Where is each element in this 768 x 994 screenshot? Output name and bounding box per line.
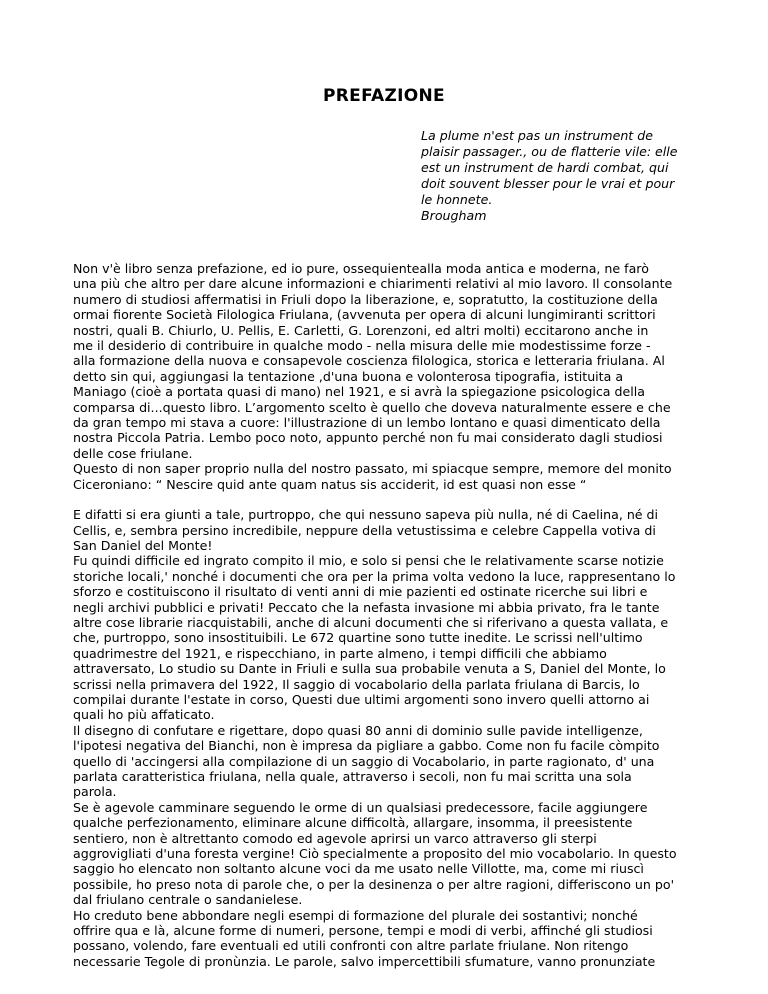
text-line: delle cose friulane. [73, 445, 193, 461]
text-line: E difatti si era giunti a tale, purtroppo, che qui nessuno sapeva più nulla, né di Caelina, né di [73, 507, 659, 523]
epigraph [421, 128, 711, 224]
text-line: nostra Piccola Patria. Lembo poco noto, appunto perché non fu mai considerato dagli studiosi [73, 430, 663, 446]
text-line: sforzo e costituiscono il risultato di venti anni di mie pazienti ed ostinate ricerche sui libri e [73, 584, 648, 600]
epigraph-line: est un instrument de hardi combat, qui [421, 160, 669, 175]
text-line: che, purtroppo, sono insostituibili. Le 672 quartine sono tutte inedite. Le scrissi nell'ultimo [73, 630, 643, 646]
text-line: saggio ho elencato non soltanto alcune voci da me usato nelle Villotte, ma, come mi riuscì [73, 861, 644, 877]
page-title: PREFAZIONE [323, 86, 445, 106]
epigraph-line: La plume n'est pas un instrument de [421, 128, 653, 143]
text-line: Se è agevole camminare seguendo le orme di un qualsiasi predecessore, facile aggiungere [73, 799, 648, 815]
text-line: Cellis, e, sembra persino incredibile, neppure della vetustissima e celebre Cappella votiva di [73, 522, 656, 538]
text-line: parola. [73, 784, 117, 800]
text-line: Ciceroniano: “ Nescire quid ante quam natus sis acciderit, id est quasi non esse “ [73, 476, 587, 492]
text-line: Ho creduto bene abbondare negli esempi di formazione del plurale dei sostantivi; nonché [73, 907, 638, 923]
text-line: scrissi nella primavera del 1922, Il saggio di vocabolario della parlata friulana di Barcis, lo [73, 676, 640, 692]
text-line: offrire qua e là, alcune forme di numeri, persone, tempi e modi di verbi, affinché gli studiosi [73, 923, 653, 939]
text-line: Il disegno di confutare e rigettare, dopo quasi 80 anni di dominio sulle pavide intelligenze, [73, 722, 643, 738]
text-line: necessarie Tegole di pronùnzia. Le parole, salvo impercettibili sfumature, vanno pronunziate [73, 953, 656, 969]
text-line: nostri, quali B. Chiurlo, U. Pellis, E. Carletti, G. Lorenzoni, ed altri molti) eccitarono anche in [73, 322, 649, 338]
text-line: quali ho più affaticato. [73, 707, 215, 723]
text-line: compilai durante l'estate in corso, Questi due ultimi argomenti sono invero quelli attorno ai [73, 691, 650, 707]
text-line: attraversato, Lo studio su Dante in Friuli e sulla sua probabile venuta a S, Daniel del Monte, lo [73, 661, 666, 677]
text-line: Maniago (cioè a portata quasi di mano) nel 1921, e si avrà la spiegazione psicologica della [73, 384, 645, 400]
text-line: quadrimestre del 1921, e rispecchiano, in parte almeno, i tempi difficili che abbiamo [73, 645, 607, 661]
text-line: Fu quindi difficile ed ingrato compito il mio, e solo si pensi che le relativamente scarse notizie [73, 553, 664, 569]
text-line: me il desiderio di contribuire in qualche modo - nella misura delle mie modestissime forze - [73, 338, 651, 354]
text-line: da gran tempo mi stava a cuore: l'illustrazione di un lembo lontano e quasi dimenticato della [73, 415, 661, 431]
text-line: una più che altro per dare alcune informazioni e chiarimenti relativi al mio lavoro. Il consolante [73, 276, 673, 292]
text-line: sentiero, non è altrettanto comodo ed agevole aprirsi un varco attraverso gli sterpi [73, 830, 597, 846]
epigraph-author: Brougham [421, 208, 487, 223]
text-line: negli archivi pubblici e privati! Peccato che la nefasta invasione mi abbia privato, fra le tante [73, 599, 660, 615]
text-line: possibile, ho preso nota di parole che, o per la desinenza o per altre ragioni, differiscono un po' [73, 876, 675, 892]
text-line: San Daniel del Monte! [73, 537, 213, 553]
text-line: comparsa di...questo libro. L’argomento scelto è quello che doveva naturalmente essere e che [73, 399, 671, 415]
paragraph-1 [73, 261, 713, 492]
text-line: dal friulano centrale o sandanielese. [73, 892, 303, 908]
text-line: aggrovigliati d'una foresta vergine! Ciò specialmente a proposito del mio vocabolario. In questo [73, 846, 677, 862]
text-line: Questo di non saper proprio nulla del nostro passato, mi spiacque sempre, memore del monito [73, 461, 672, 477]
text-line: l'ipotesi negativa del Bianchi, non è impresa da pigliare a gabbo. Come non fu facile còmpito [73, 738, 660, 754]
preface-body [73, 261, 713, 969]
text-line: storiche locali,' nonché i documenti che ora per la prima volta vedono la luce, rappresentano lo [73, 568, 676, 584]
text-line: possano, volendo, fare eventuali ed utili confronti con altre parlate friulane. Non ritengo [73, 938, 629, 954]
text-line: qualche perfezionamento, eliminare alcune difficoltà, allargare, insomma, il preesistente [73, 815, 633, 831]
text-line: detto sin qui, aggiungasi la tentazione ,d'una buona e volonterosa tipografia, istituita a [73, 368, 624, 384]
text-line: alla formazione della nuova e consapevole coscienza filologica, storica e letteraria friulana. Al [73, 353, 665, 369]
text-line: altre cose librarie riacquistabili, anche di alcuni documenti che si riferivano a questa vallata, e [73, 614, 669, 630]
epigraph-line: le honnete. [421, 192, 493, 207]
epigraph-line: doit souvent blesser pour le vrai et pour [421, 176, 675, 191]
text-line: quello di 'accingersi alla compilazione di un saggio di Vocabolario, in parte ragionato, d' una [73, 753, 655, 769]
epigraph-line: plaisir passager., ou de flatterie vile: elle [421, 144, 678, 159]
text-line: Non v'è libro senza prefazione, ed io pure, ossequientealla moda antica e moderna, ne farò [73, 261, 649, 276]
text-line: numero di studiosi affermatisi in Friuli dopo la liberazione, e, sopratutto, la costituzione della [73, 291, 658, 307]
text-line: parlata caratteristica friulana, nella quale, attraverso i secoli, non fu mai scritta una sola [73, 769, 632, 784]
paragraph-2 [73, 507, 713, 969]
text-line: ormai fiorente Società Filologica Friulana, (avvenuta per opera di alcuni lungimiranti scrittori [73, 307, 656, 323]
